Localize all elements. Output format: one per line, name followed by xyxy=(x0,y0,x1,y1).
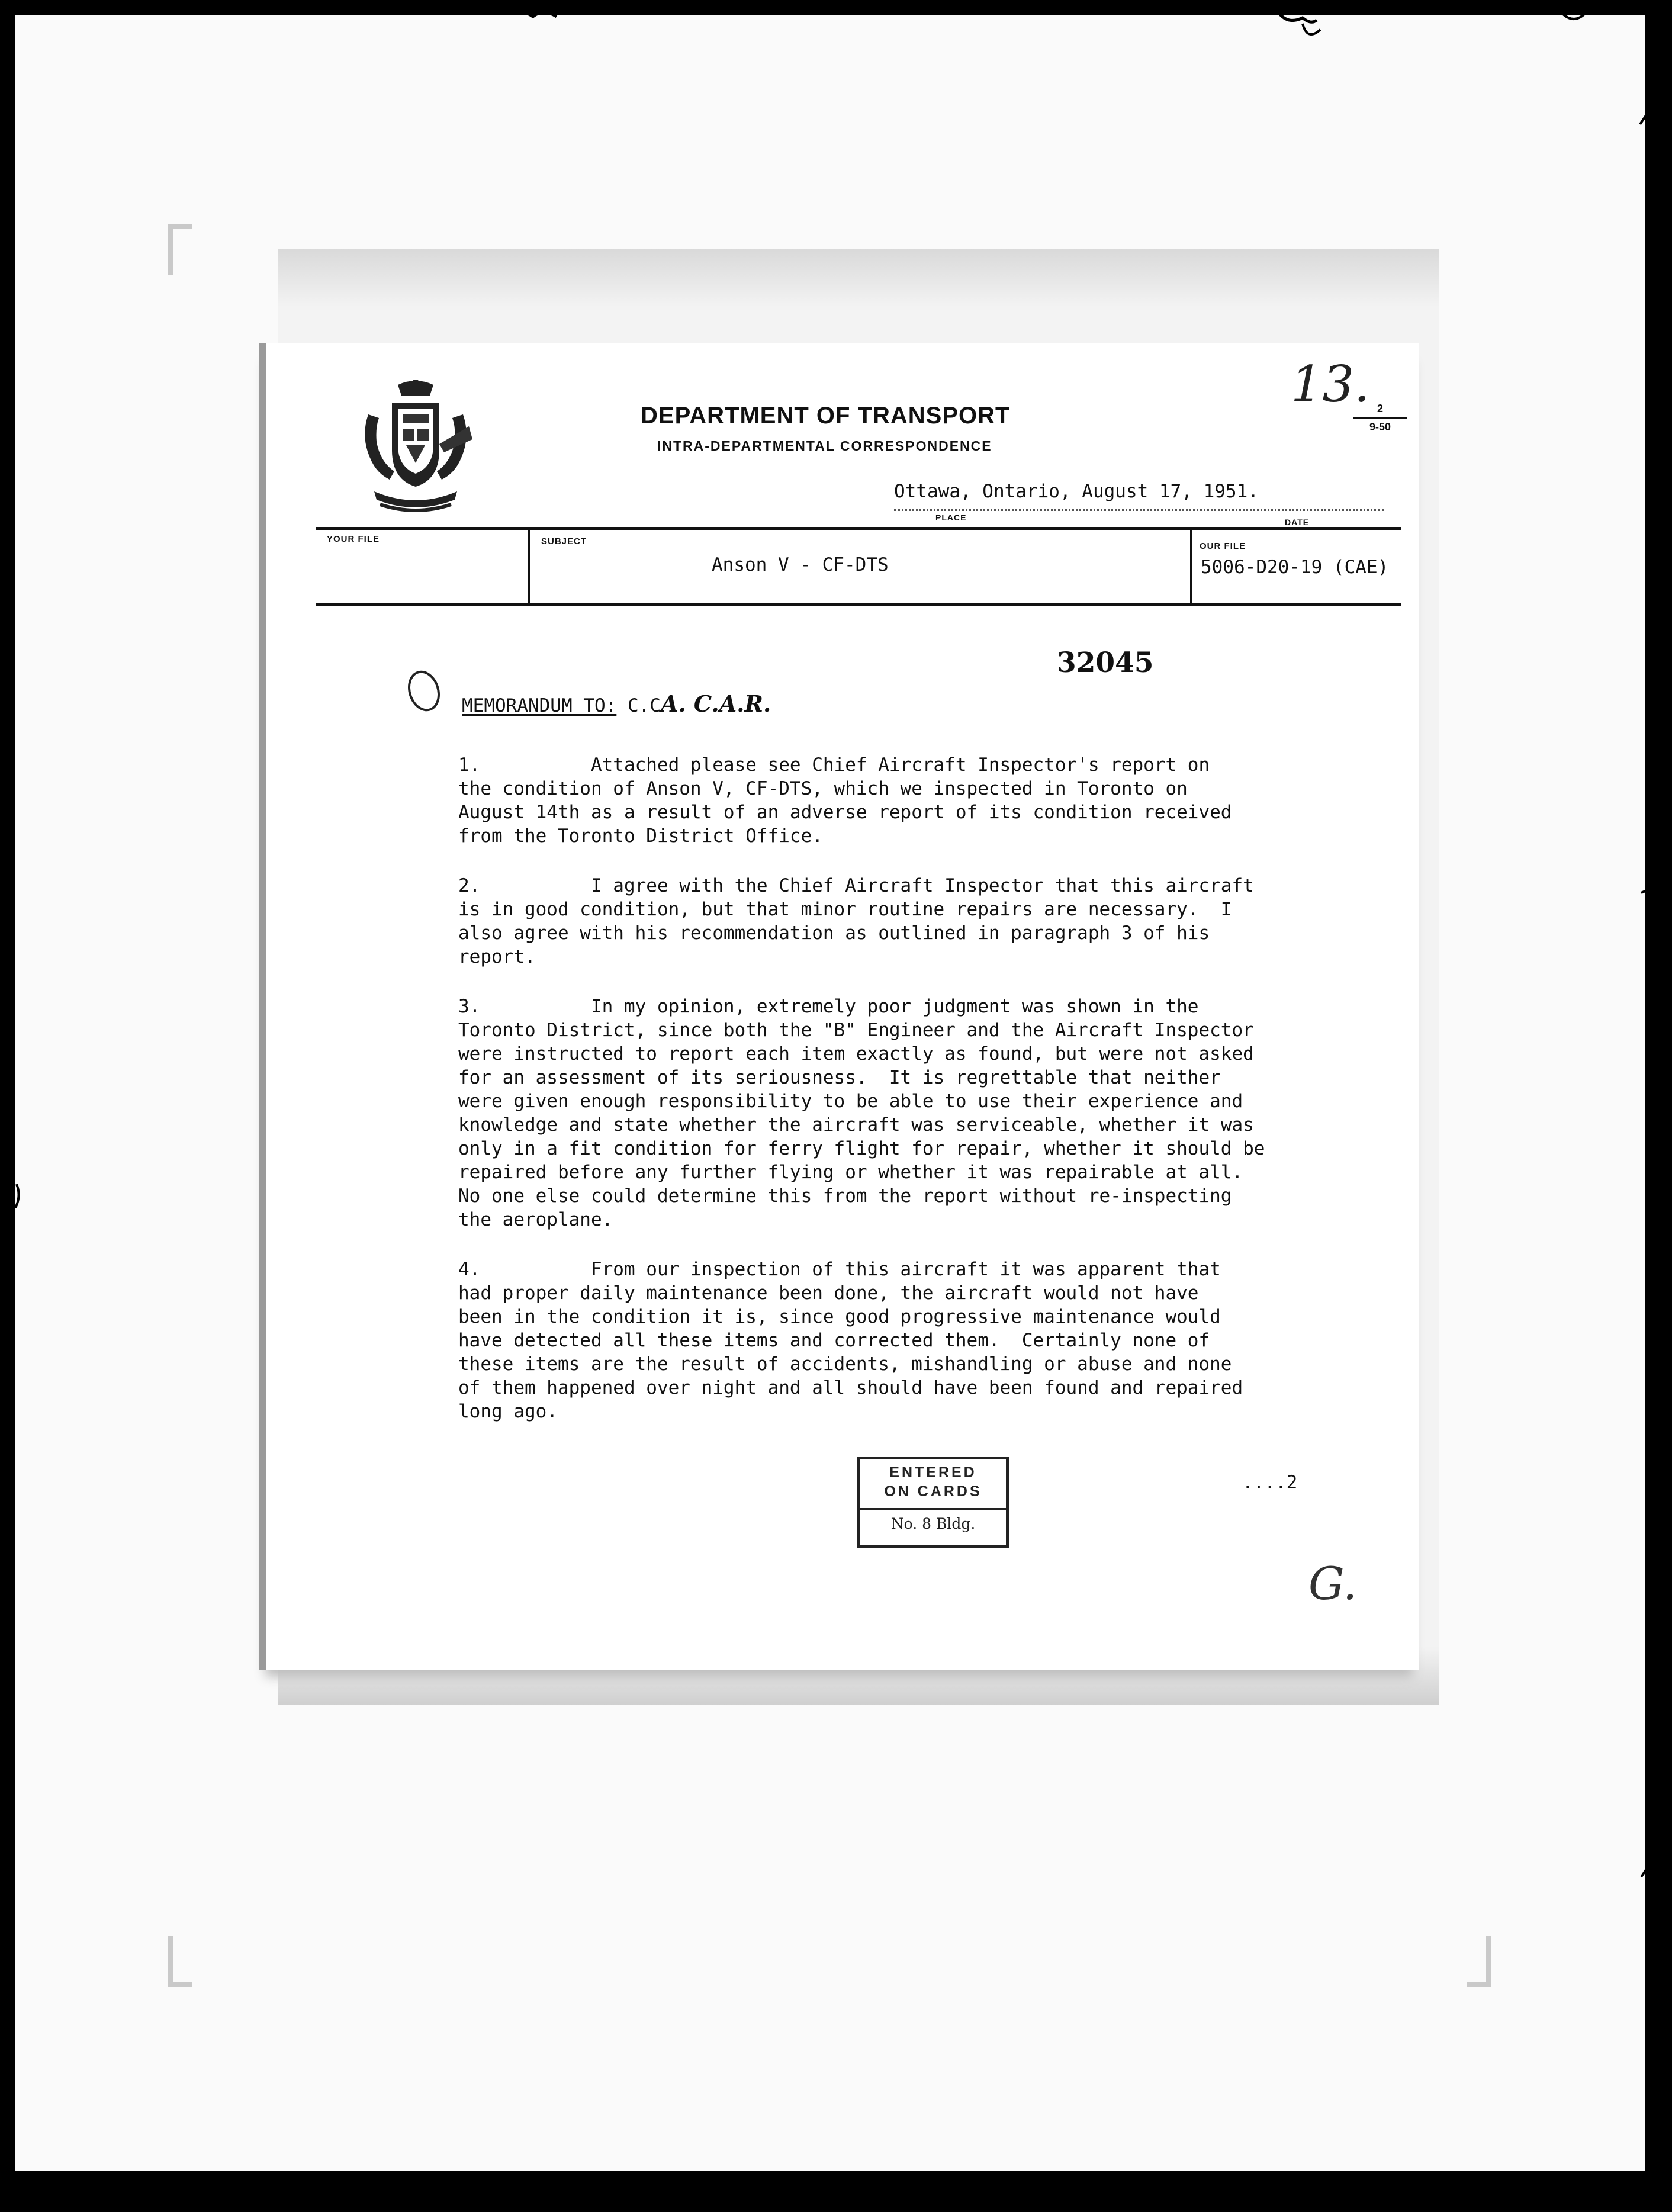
place-label: PLACE xyxy=(935,513,967,522)
your-file-label: YOUR FILE xyxy=(327,534,380,544)
crop-mark-top-left-v xyxy=(168,224,173,275)
crop-mark-bottom-right-h xyxy=(1467,1982,1491,1987)
crop-mark-bottom-right-v xyxy=(1486,1936,1491,1987)
paragraph-1: 1. Attached please see Chief Aircraft Inspector's report on the condition of Anson V, CF-DTS, which we inspected in Toronto on August 14th as a result of an adverse report of its condition received from the Toronto District Office. xyxy=(458,754,1232,847)
form-number-divider xyxy=(1353,417,1407,419)
place-date-value: Ottawa, Ontario, August 17, 1951. xyxy=(894,481,1259,502)
reference-bottom-rule xyxy=(316,603,1401,606)
memorandum-line xyxy=(462,690,771,717)
stamp-line-3: No. 8 Bldg. xyxy=(890,1515,976,1532)
reference-divider-2 xyxy=(1190,528,1192,603)
stamp-line-2: ON CARDS xyxy=(884,1483,982,1500)
date-label: DATE xyxy=(1285,517,1310,527)
reference-divider-1 xyxy=(528,528,530,603)
subject-value: Anson V - CF-DTS xyxy=(712,554,889,575)
stamp-divider xyxy=(860,1508,1006,1510)
our-file-value: 5006-D20-19 (CAE) xyxy=(1201,557,1389,578)
entered-on-cards-stamp xyxy=(857,1457,1009,1548)
department-subtitle: INTRA-DEPARTMENTAL CORRESPONDENCE xyxy=(657,438,992,454)
form-number-top: 2 xyxy=(1377,403,1383,414)
memorandum-handwritten: A. C.A.R. xyxy=(660,690,771,717)
stamp-line-1: ENTERED xyxy=(889,1464,977,1481)
subject-label: SUBJECT xyxy=(541,536,587,546)
memorandum-label: MEMORANDUM TO: xyxy=(462,695,617,716)
form-number-bottom: 9-50 xyxy=(1369,421,1391,433)
memorandum-recipient: C.C xyxy=(627,695,661,716)
department-title: DEPARTMENT OF TRANSPORT xyxy=(641,403,1011,429)
paragraph-2: 2. I agree with the Chief Aircraft Inspector that this aircraft is in good condition, but that minor routine repairs are necessary. I also agree with his recommendation as outlined in paragraph 3 of his report. xyxy=(458,875,1254,967)
reference-top-rule xyxy=(316,527,1401,530)
paragraph-4: 4. From our inspection of this aircraft it was apparent that had proper daily maintenance been done, the aircraft would not have been in the condition it is, since good progressive maintenance would have detected all these items and corrected them. Certainly none of these items are the result of accidents, mishandling or abuse and none of them happened over night and all should have been found and repaired long ago. xyxy=(458,1259,1243,1422)
crop-mark-bottom-left-v xyxy=(168,1936,173,1987)
coat-of-arms-icon xyxy=(356,379,475,515)
paragraph-3: 3. In my opinion, extremely poor judgment was shown in the Toronto District, since both the "B" Engineer and the Aircraft Inspector were instructed to report each item exactly as found, but were not asked for an assessment of its seriousness. It is regrettable that neither were given enough responsibility to be able to use their experience and knowledge and state whether the aircraft was serviceable, whether it was only in a fit condition for ferry flight for repair, whether it should be repaired before any further flying or whether it was repairable at all. No one else could determine this from the report without re-inspecting the aeroplane. xyxy=(458,996,1265,1230)
handwritten-page-number: 13. xyxy=(1291,355,1370,413)
memo-page xyxy=(259,343,1419,1670)
document-number: 32045 xyxy=(1057,647,1154,679)
place-date-dotted-line xyxy=(894,509,1384,511)
our-file-label: OUR FILE xyxy=(1200,541,1246,551)
handwritten-circle-mark xyxy=(403,667,445,716)
crop-mark-bottom-left-h xyxy=(168,1982,192,1987)
form-number xyxy=(1353,403,1407,433)
handwritten-initial: G. xyxy=(1308,1557,1358,1610)
continued-marker: ....2 xyxy=(1242,1472,1298,1493)
